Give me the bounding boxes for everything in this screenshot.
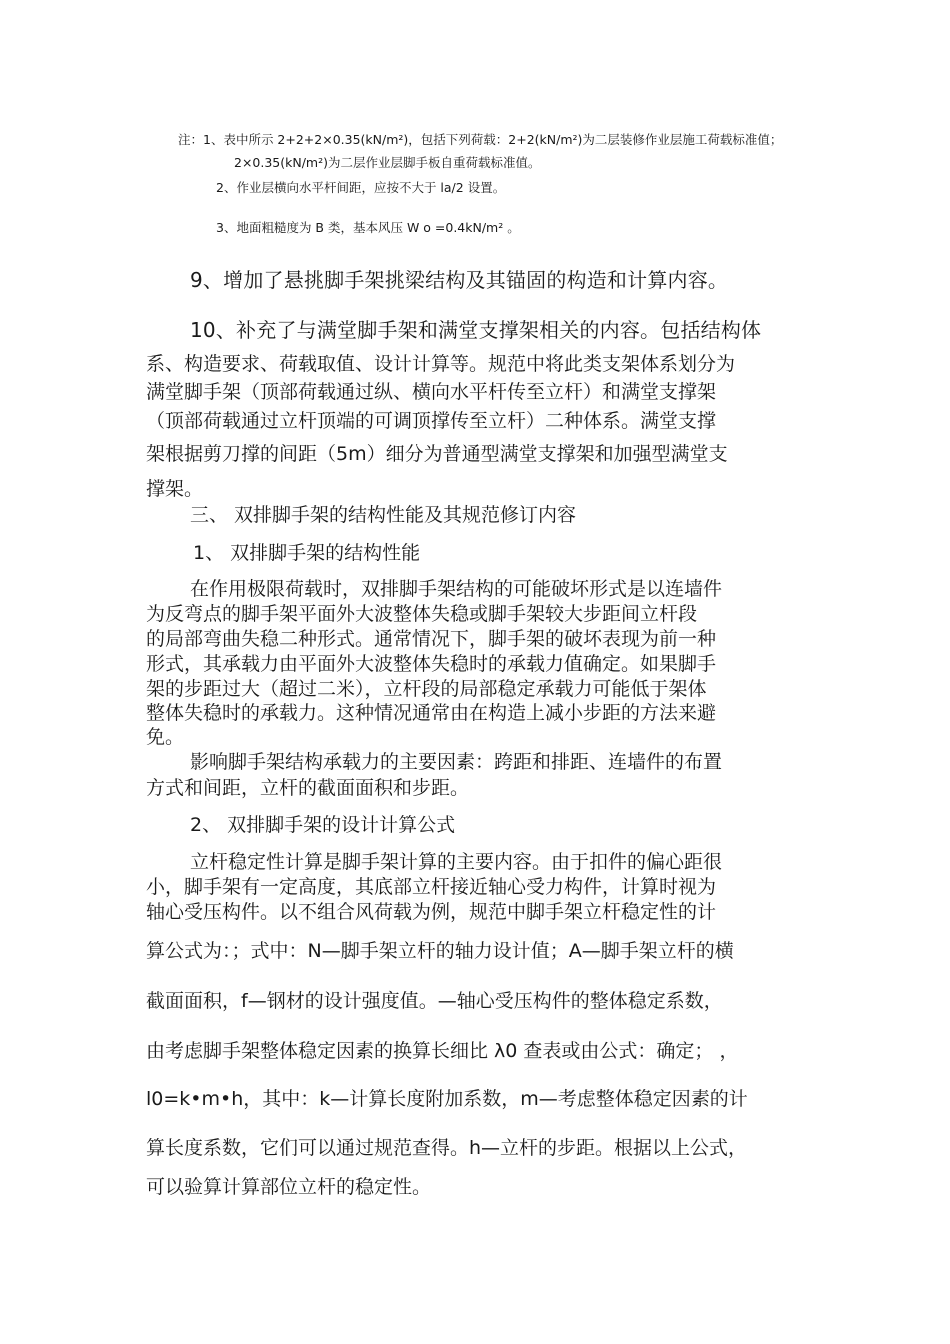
note-line-4: 3、地面粗糙度为 B 类，基本风压 W o =0.4kN/m² 。 bbox=[216, 220, 520, 235]
item-10-line-6: 撑架。 bbox=[146, 478, 204, 500]
item-10-line-4: （顶部荷载通过立杆顶端的可调顶撑传至立杆）二种体系。满堂支撑 bbox=[146, 410, 717, 432]
para-2-line-1: 影响脚手架结构承载力的主要因素：跨距和排距、连墙件的布置 bbox=[190, 751, 723, 773]
item-10-line-1: 10、补充了与满堂脚手架和满堂支撑架相关的内容。包括结构体 bbox=[190, 318, 762, 342]
item-10-line-2: 系、构造要求、荷载取值、设计计算等。规范中将此类支架体系划分为 bbox=[146, 353, 736, 375]
para-1-line-1: 在作用极限荷载时，双排脚手架结构的可能破坏形式是以连墙件 bbox=[190, 578, 723, 600]
para-1-line-6: 整体失稳时的承载力。这种情况通常由在构造上减小步距的方法来避 bbox=[146, 702, 717, 724]
note-line-3: 2、作业层横向水平杆间距，应按不大于 la/2 设置。 bbox=[216, 180, 506, 195]
para-3-line-2: 小，脚手架有一定高度，其底部立杆接近轴心受力构件，计算时视为 bbox=[146, 876, 717, 898]
para-4-line-1: 算公式为：；式中：N—脚手架立杆的轴力设计值；A—脚手架立杆的横 bbox=[146, 940, 734, 962]
para-4-line-6: 可以验算计算部位立杆的稳定性。 bbox=[146, 1176, 432, 1198]
para-2-line-2: 方式和间距，立杆的截面面积和步距。 bbox=[146, 777, 470, 799]
para-3-line-1: 立杆稳定性计算是脚手架计算的主要内容。由于扣件的偏心距很 bbox=[190, 851, 723, 873]
section-3-heading: 三、 双排脚手架的结构性能及其规范修订内容 bbox=[190, 504, 577, 526]
subsection-1-heading: 1、 双排脚手架的结构性能 bbox=[193, 542, 421, 564]
para-4-line-5: 算长度系数，它们可以通过规范查得。h—立杆的步距。根据以上公式， bbox=[146, 1137, 748, 1159]
note-line-2: 2×0.35(kN/m²)为二层作业层脚手板自重荷载标准值。 bbox=[234, 155, 541, 170]
item-9: 9、增加了悬挑脚手架挑梁结构及其锚固的构造和计算内容。 bbox=[190, 268, 729, 292]
para-1-line-5: 架的步距过大（超过二米），立杆段的局部稳定承载力可能低于架体 bbox=[146, 678, 707, 700]
item-10-line-3: 满堂脚手架（顶部荷载通过纵、横向水平杆传至立杆）和满堂支撑架 bbox=[146, 381, 717, 403]
note-line-1: 注：1、表中所示 2+2+2×0.35(kN/m²)，包括下列荷载：2+2(kN/m²)为二层装修作业层施工荷载标准值； bbox=[178, 132, 783, 147]
para-4-line-3: 由考虑脚手架整体稳定因素的换算长细比 λ0 查表或由公式：确定； ， bbox=[146, 1040, 739, 1062]
para-1-line-3: 的局部弯曲失稳二种形式。通常情况下，脚手架的破坏表现为前一种 bbox=[146, 628, 717, 650]
para-4-line-2: 截面面积，f—钢材的设计强度值。—轴心受压构件的整体稳定系数， bbox=[146, 990, 723, 1012]
para-3-line-3: 轴心受压构件。以不组合风荷载为例，规范中脚手架立杆稳定性的计 bbox=[146, 901, 717, 923]
para-4-line-4: l0=k•m•h，其中：k—计算长度附加系数，m—考虑整体稳定因素的计 bbox=[146, 1088, 748, 1110]
item-10-line-5: 架根据剪刀撑的间距（5m）细分为普通型满堂支撑架和加强型满堂支 bbox=[146, 443, 728, 465]
para-1-line-7: 免。 bbox=[146, 726, 185, 748]
para-1-line-4: 形式，其承载力由平面外大波整体失稳时的承载力值确定。如果脚手 bbox=[146, 653, 717, 675]
para-1-line-2: 为反弯点的脚手架平面外大波整体失稳或脚手架较大步距间立杆段 bbox=[146, 603, 698, 625]
subsection-2-heading: 2、 双排脚手架的设计计算公式 bbox=[190, 814, 456, 836]
